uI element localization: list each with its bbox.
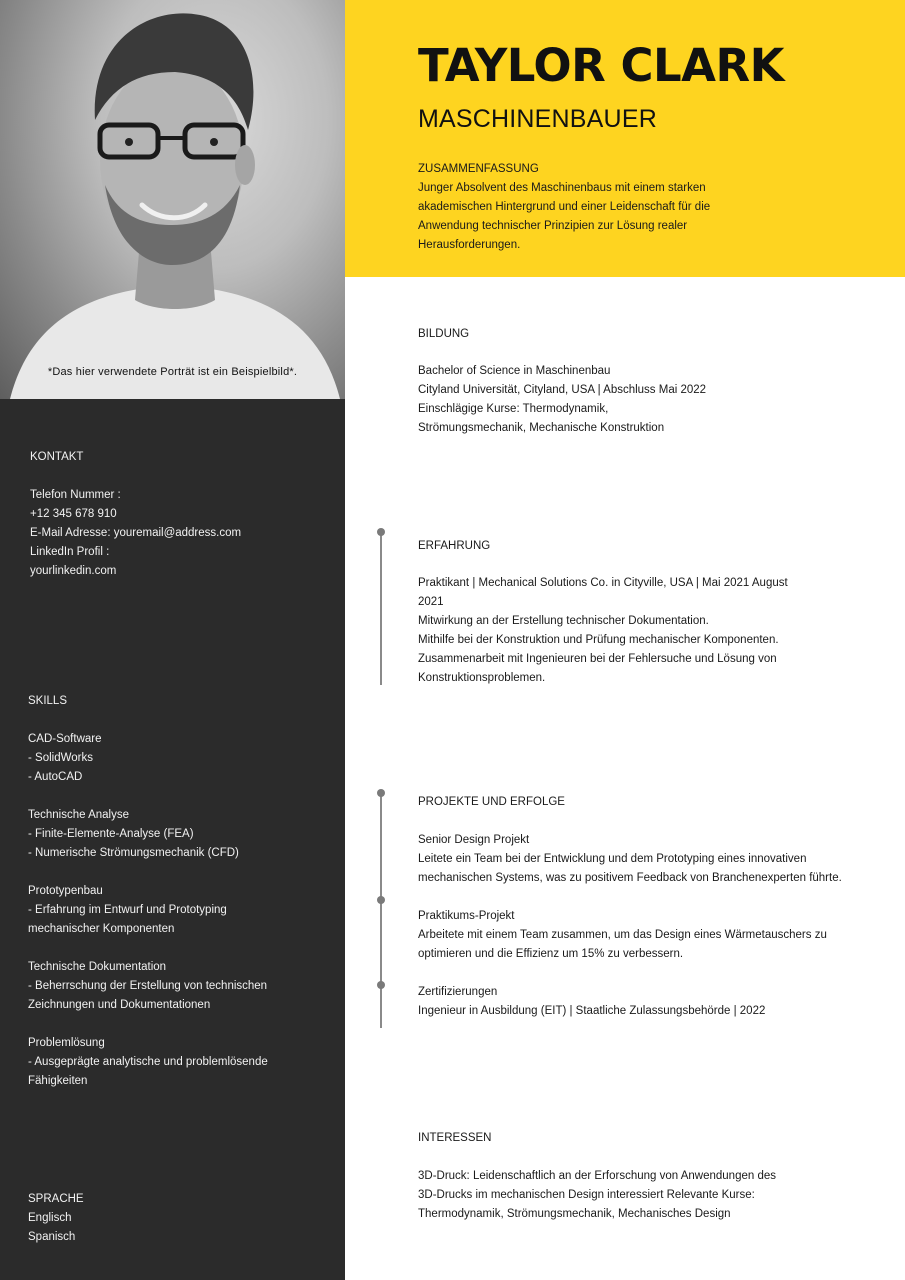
experience-line: Mithilfe bei der Konstruktion und Prüfung mechanischer Komponenten. xyxy=(418,634,779,646)
summary-line: Anwendung technischer Prinzipien zur Lösung realer xyxy=(418,220,688,232)
education-line: Strömungsmechanik, Mechanische Konstruktion xyxy=(418,422,665,434)
interest-line: Thermodynamik, Strömungsmechanik, Mechanisches Design xyxy=(418,1208,731,1220)
skill-spacer xyxy=(28,787,328,806)
project-line: optimieren und die Effizienz um 15% zu verbessern. xyxy=(418,948,684,960)
skill-line: CAD-Software xyxy=(28,733,102,745)
language-item: Englisch xyxy=(28,1212,72,1224)
summary-line: akademischen Hintergrund und einer Leidenschaft für die xyxy=(418,201,711,213)
contact-phone: +12 345 678 910 xyxy=(30,508,117,520)
skill-line: - SolidWorks xyxy=(28,752,93,764)
interests-heading: INTERESSEN xyxy=(418,1132,492,1144)
person-name: TAYLOR CLARK xyxy=(418,39,784,92)
contact-phone-label: Telefon Nummer : xyxy=(30,489,121,501)
education-line: Einschlägige Kurse: Thermodynamik, xyxy=(418,403,609,415)
timeline-line xyxy=(380,793,382,1028)
experience-line: Mitwirkung an der Erstellung technischer Dokumentation. xyxy=(418,615,709,627)
skill-line: mechanischer Komponenten xyxy=(28,923,175,935)
skill-line: - Beherrschung der Erstellung von technischen xyxy=(28,980,268,992)
project-line: Arbeitete mit einem Team zusammen, um das Design eines Wärmetauschers zu xyxy=(418,929,827,941)
skill-line: Technische Analyse xyxy=(28,809,130,821)
skill-line: - Finite-Elemente-Analyse (FEA) xyxy=(28,828,194,840)
interest-line: 3D-Druck: Leidenschaftlich an der Erforschung von Anwendungen des xyxy=(418,1170,776,1182)
projects-heading: PROJEKTE UND ERFOLGE xyxy=(418,796,565,808)
skill-line: - Erfahrung im Entwurf und Prototyping xyxy=(28,904,227,916)
experience-details xyxy=(418,574,858,688)
contact-linkedin-label: LinkedIn Profil : xyxy=(30,546,110,558)
skill-line: Problemlösung xyxy=(28,1037,105,1049)
project-line: Ingenieur in Ausbildung (EIT) | Staatliche Zulassungsbehörde | 2022 xyxy=(418,1005,766,1017)
experience-line: 2021 xyxy=(418,596,444,608)
project-line: Praktikums-Projekt xyxy=(418,910,515,922)
language-heading: SPRACHE xyxy=(28,1193,84,1205)
timeline-dot xyxy=(377,789,385,797)
interests-details xyxy=(418,1167,858,1224)
photo-caption: *Das hier verwendete Porträt ist ein Beispielbild*. xyxy=(47,366,298,378)
experience-line: Konstruktionsproblemen. xyxy=(418,672,546,684)
skill-spacer xyxy=(28,1015,328,1034)
project-spacer xyxy=(418,964,878,983)
skill-spacer xyxy=(28,939,328,958)
skill-line: - Numerische Strömungsmechanik (CFD) xyxy=(28,847,239,859)
project-line: mechanischen Systems, was zu positivem Feedback von Branchenexperten führte. xyxy=(418,872,842,884)
education-line: Bachelor of Science in Maschinenbau xyxy=(418,365,611,377)
timeline-dot xyxy=(377,981,385,989)
timeline-line xyxy=(380,532,382,685)
language-list xyxy=(28,1209,328,1247)
skill-line: Prototypenbau xyxy=(28,885,103,897)
timeline-dot xyxy=(377,896,385,904)
summary-line: Herausforderungen. xyxy=(418,239,521,251)
experience-line: Zusammenarbeit mit Ingenieuren bei der Fehlersuche und Lösung von xyxy=(418,653,777,665)
skill-line: Fähigkeiten xyxy=(28,1075,88,1087)
projects-details xyxy=(418,831,878,1021)
education-line: Cityland Universität, Cityland, USA | Abschluss Mai 2022 xyxy=(418,384,707,396)
project-spacer xyxy=(418,888,878,907)
portrait-photo xyxy=(0,0,345,399)
summary-heading: ZUSAMMENFASSUNG xyxy=(418,163,539,175)
language-item: Spanisch xyxy=(28,1231,76,1243)
skills-heading: SKILLS xyxy=(28,695,67,707)
contact-linkedin: yourlinkedin.com xyxy=(30,565,117,577)
summary-line: Junger Absolvent des Maschinenbaus mit einem starken xyxy=(418,182,706,194)
contact-heading: KONTAKT xyxy=(30,451,84,463)
project-line: Zertifizierungen xyxy=(418,986,498,998)
experience-heading: ERFAHRUNG xyxy=(418,540,491,552)
contact-details xyxy=(30,486,330,581)
project-line: Leitete ein Team bei der Entwicklung und dem Prototyping eines innovativen xyxy=(418,853,807,865)
contact-email: E-Mail Adresse: youremail@address.com xyxy=(30,527,242,539)
project-line: Senior Design Projekt xyxy=(418,834,530,846)
experience-line: Praktikant | Mechanical Solutions Co. in Cityville, USA | Mai 2021 August xyxy=(418,577,788,589)
interest-line: 3D-Drucks im mechanischen Design interessiert Relevante Kurse: xyxy=(418,1189,755,1201)
education-heading: BILDUNG xyxy=(418,328,470,340)
education-details xyxy=(418,362,858,438)
summary xyxy=(418,160,738,255)
skill-line: - AutoCAD xyxy=(28,771,83,783)
job-title: MASCHINENBAUER xyxy=(418,105,657,133)
skills-list xyxy=(28,730,328,1091)
skill-line: Zeichnungen und Dokumentationen xyxy=(28,999,211,1011)
skill-line: - Ausgeprägte analytische und problemlösende xyxy=(28,1056,268,1068)
timeline-dot xyxy=(377,528,385,536)
skill-spacer xyxy=(28,863,328,882)
skill-line: Technische Dokumentation xyxy=(28,961,167,973)
portrait-illustration xyxy=(0,0,345,399)
